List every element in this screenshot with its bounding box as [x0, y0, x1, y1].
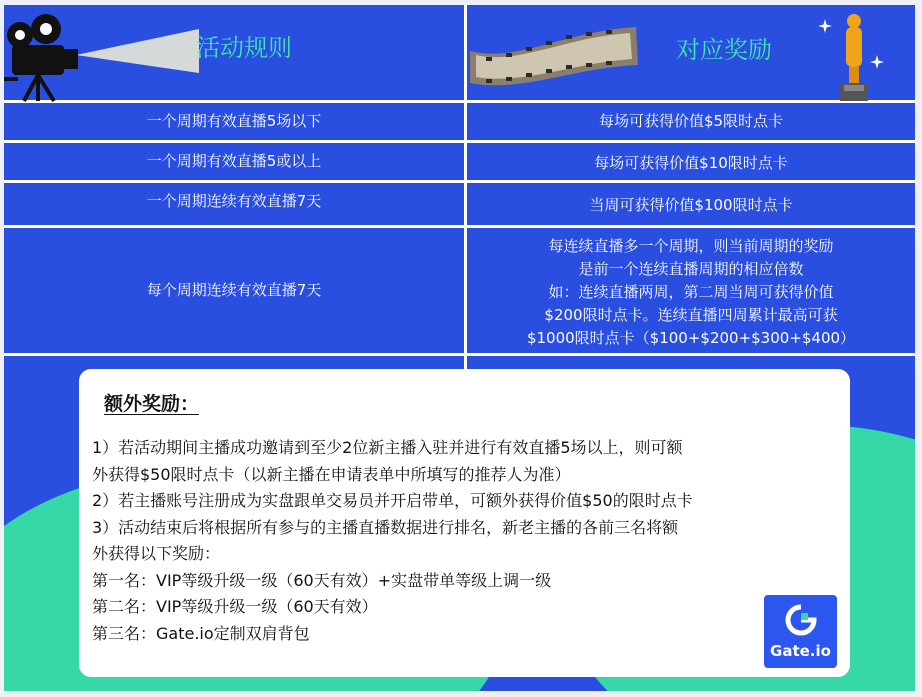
- extra-line: 1）若活动期间主播成功邀请到至少2位新主播入驻并进行有效直播5场以上，则可额: [92, 438, 683, 457]
- rule-cell: 每个周期连续有效直播7天: [146, 281, 322, 299]
- rule-cell: 一个周期有效直播5或以上: [146, 152, 322, 170]
- reward-line: 每连续直播多一个周期，则当前周期的奖励: [548, 236, 834, 255]
- reward-cell-multiline: [467, 232, 915, 352]
- header-rewards: 对应奖励: [676, 35, 772, 64]
- extra-line: 2）若主播账号注册成为实盘跟单交易员并开启带单，可额外获得价值$50的限时点卡: [92, 491, 693, 510]
- reward-cell: 当周可获得价值$100限时点卡: [589, 196, 793, 214]
- rules-panel: [4, 5, 915, 691]
- gate-io-mark-icon: [785, 604, 817, 636]
- extra-line: 第一名：VIP等级升级一级（60天有效）+实盘带单等级上调一级: [92, 570, 552, 590]
- extra-line: 3）活动结束后将根据所有参与的主播直播数据进行排名，新老主播的各前三名将额: [92, 517, 679, 537]
- rule-cell: 一个周期有效直播5场以下: [146, 112, 322, 130]
- reward-line: 如：连续直播两周，第二周当周可获得价值: [548, 282, 834, 301]
- sparkle-icon: [818, 19, 832, 33]
- extra-rewards-body: [92, 435, 827, 647]
- header-rules: 活动规则: [196, 33, 292, 62]
- extra-rewards-card: [79, 369, 850, 677]
- extra-line: 外获得$50限时点卡（以新主播在申请表单中所填写的推荐人为准）: [92, 464, 571, 484]
- table-divider: [4, 353, 915, 356]
- reward-line: 是前一个连续直播周期的相应倍数: [578, 259, 804, 278]
- logo-text: Gate.io: [770, 642, 831, 660]
- sparkle-icon: [870, 55, 884, 69]
- extra-line: 第二名：VIP等级升级一级（60天有效）: [92, 597, 378, 616]
- reward-line: $1000限时点卡（$100+$200+$300+$400）: [526, 328, 856, 347]
- extra-line: 第三名：Gate.io定制双肩背包: [92, 623, 310, 643]
- rule-cell: 一个周期连续有效直播7天: [146, 192, 322, 210]
- extra-rewards-title: 额外奖励：: [104, 393, 200, 415]
- extra-line: 外获得以下奖励：: [92, 544, 221, 563]
- reward-cell: 每场可获得价值$10限时点卡: [594, 154, 788, 172]
- reward-line: $200限时点卡。连续直播四周累计最高可获: [544, 305, 838, 324]
- reward-cell: 每场可获得价值$5限时点卡: [598, 112, 784, 130]
- gate-io-logo-icon: [764, 595, 837, 668]
